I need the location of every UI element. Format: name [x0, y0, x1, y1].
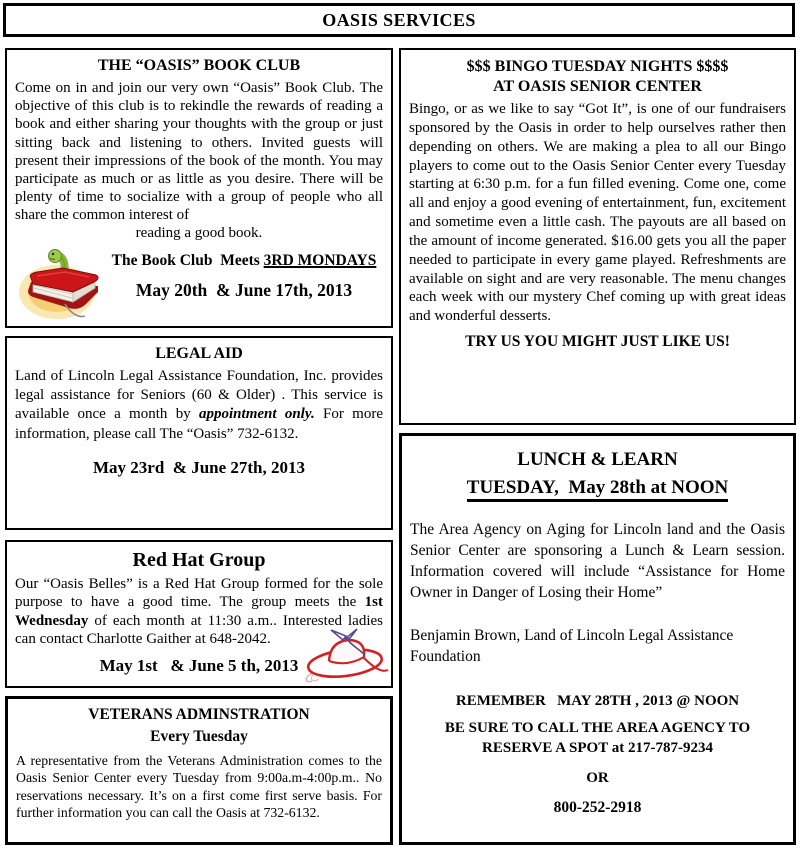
lunch-learn-subtitle-wrap — [410, 477, 785, 499]
bingo-title-line1: $$$ BINGO TUESDAY NIGHTS $$$$ — [466, 58, 729, 75]
veterans-body: A representative from the Veterans Administration comes to the Oasis Senior Center every Tuesday from 9:00a.m-4:00p.m.. No reservations necessary. It’s on a first come first serve basis. For further information you can call the Oasis at 732-6132. — [16, 753, 382, 820]
legal-aid-body — [15, 367, 383, 444]
legal-aid-dates: May 23rd & June 27th, 2013 — [92, 457, 306, 477]
veterans-subtitle: Every Tuesday — [150, 728, 248, 745]
red-hat-body-bold: 1st Wednesday — [15, 594, 383, 629]
red-hat-dates: May 1st & June 5 th, 2013 — [99, 655, 299, 675]
legal-aid-body-post: For more information, please call The “Oasis” 732-6132. — [15, 406, 383, 442]
section-book-club — [5, 48, 393, 328]
section-veterans — [5, 696, 393, 845]
legal-aid-body-emphasis: appointment only. — [199, 406, 315, 423]
red-hat-body-pre: Our “Oasis Belles” is a Red Hat Group formed for the sole purpose to have a good time. The group meets the — [15, 576, 383, 611]
lunch-learn-subtitle: TUESDAY, May 28th at NOON — [467, 477, 728, 502]
legal-aid-body-pre: Land of Lincoln Legal Assistance Foundation, Inc. provides legal assistance for Seniors (60 & Older) . This service is available once a month by — [15, 368, 383, 423]
bingo-body: Bingo, or as we like to say “Got It”, is one of our fundraisers sponsored by the Oasis in order to help ourselves rather then depending on others. We are making a plea to all our Bingo players to come out to the Oasis Senior Center every Tuesday starting at 6:30 p.m. for a fun filled evening. Come one, come all and enjoy a good evening of entertainment, fun, excitement and sometime even a little cash. The payouts are all based on the amount of income generated. $16.00 gets you all the paper needed to participate in every game played. Refreshments are available on sight and are very reasonable. The menu changes each week with our mystery Chef coming up with great ideas and wonderful desserts. — [409, 101, 786, 325]
lunch-learn-presenter: Benjamin Brown, Land of Lincoln Legal Assistance Foundation — [410, 627, 734, 665]
lunch-learn-reminder-call: BE SURE TO CALL THE AREA AGENCY TO RESERVE A SPOT at 217-787-9234 — [444, 720, 754, 756]
left-column — [5, 48, 393, 845]
book-club-meet-line — [105, 252, 383, 270]
right-column — [399, 48, 796, 845]
lunch-learn-reminder-date: REMEMBER MAY 28TH , 2013 @ NOON — [455, 693, 740, 709]
book-club-meeting-info — [105, 246, 383, 301]
section-legal-aid — [5, 336, 393, 530]
book-club-meet-prefix: The Book Club Meets — [111, 251, 264, 269]
bookworm-icon — [17, 242, 105, 328]
book-club-body-tail: reading a good book. — [135, 224, 263, 241]
red-hat-icon — [299, 627, 391, 688]
lunch-learn-body: The Area Agency on Aging for Lincoln land and the Oasis Senior Center are sponsoring a Lunch & Learn session. Information covered will include “Assistance for Home Owner in Danger of Losing their Home” — [410, 521, 785, 601]
book-club-meeting-row — [15, 246, 383, 328]
page-title: OASIS SERVICES — [322, 9, 476, 30]
section-lunch-learn — [399, 433, 796, 845]
veterans-title: VETERANS ADMINSTRATION — [88, 706, 310, 723]
book-club-body: Come on in and join our very own “Oasis” Book Club. The objective of this club is to rekindle the rewards of reading a book and either sharing your thoughts with the group or just sitting back and listening to others. Invited guests will present their impressions of the book of the month. You may participate as much or as little as you desire. There will be plenty of time to socialize with a group of people who all share the common interest of — [15, 80, 383, 224]
book-club-meet-day: 3RD MONDAYS — [263, 251, 377, 269]
page-header — [3, 3, 795, 37]
bingo-title-line2: AT OASIS SENIOR CENTER — [493, 78, 702, 95]
lunch-learn-title: LUNCH & LEARN — [517, 449, 678, 470]
lunch-learn-or: OR — [586, 770, 609, 786]
lunch-learn-phone: 800-252-2918 — [553, 799, 642, 816]
legal-aid-title: LEGAL AID — [155, 345, 243, 362]
section-bingo — [399, 48, 796, 425]
red-hat-body-post: of each month at 11:30 a.m.. Interested ladies can contact Charlotte Gaither at 648-2042. — [15, 612, 383, 648]
book-club-title: THE “OASIS” BOOK CLUB — [97, 57, 301, 74]
book-club-dates: May 20th & June 17th, 2013 — [135, 279, 353, 300]
red-hat-title: Red Hat Group — [132, 549, 266, 571]
bingo-footer: TRY US YOU MIGHT JUST LIKE US! — [465, 333, 730, 351]
section-red-hat-group — [5, 540, 393, 688]
